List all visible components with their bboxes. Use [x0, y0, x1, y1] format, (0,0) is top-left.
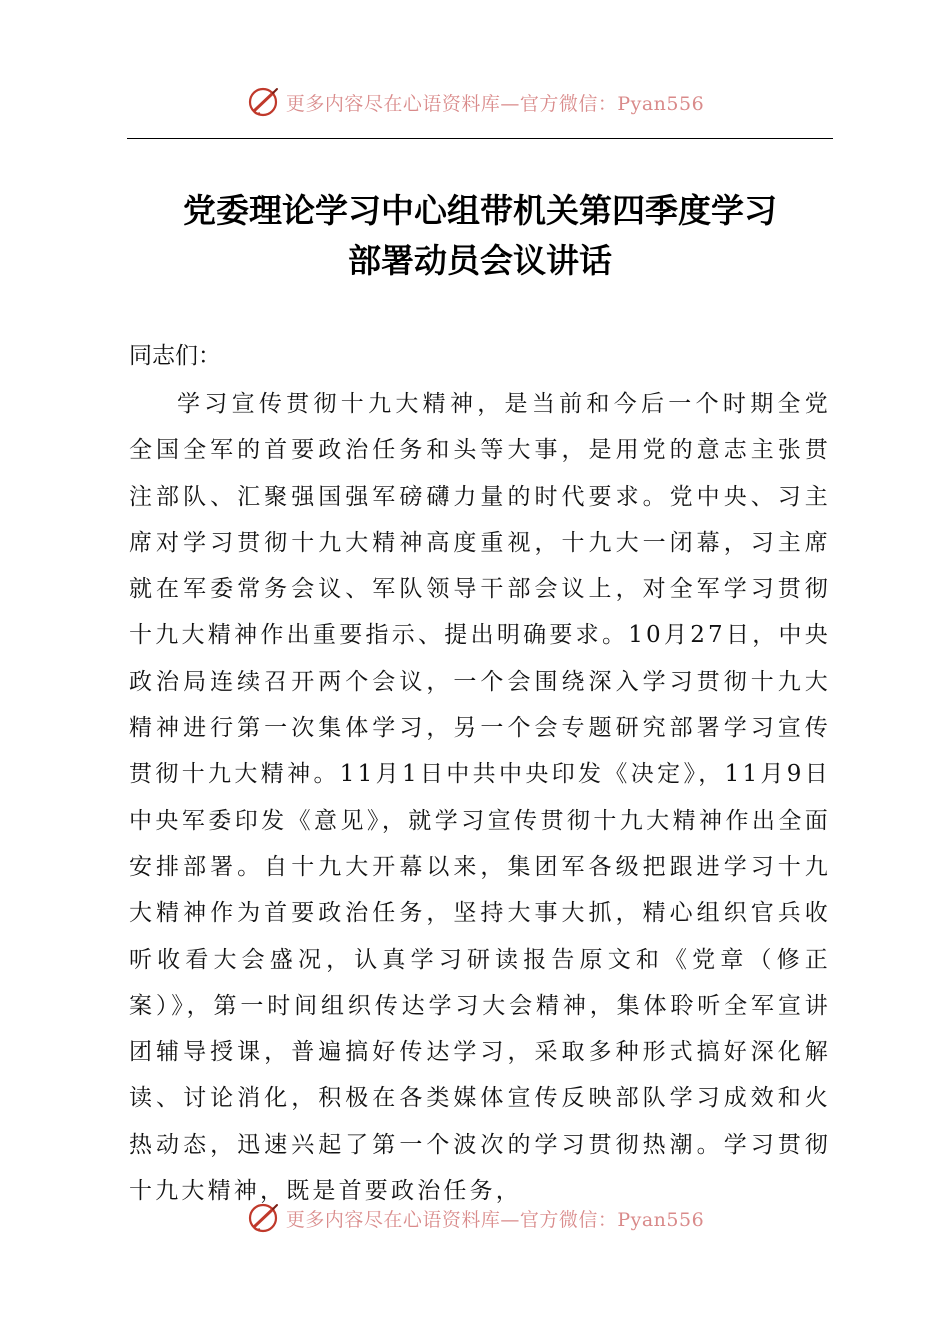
body-paragraph: 学习宣传贯彻十九大精神，是当前和今后一个时期全党全国全军的首要政治任务和头等大事，是用党的意志主张贯注部队、汇聚强国强军磅礴力量的时代要求。党中央、习主席对学习贯彻十九大精神高度重视，十九大一闭幕，习主席就在军委常务会议、军队领导干部会议上，对全军学习贯彻十九大精神作出重要指示、提出明确要求。10月27日，中央政治局连续召开两个会议，一个会围绕深入学习贯彻十九大精神进行第一次集体学习，另一个会专题研究部署学习宣传贯彻十九大精神。11月1日中共中央印发《决定》，11月9日中央军委印发《意见》，就学习宣传贯彻十九大精神作出全面安排部署。自十九大开幕以来，集团军各级把跟进学习十九大精神作为首要政治任务，坚持大事大抓，精心组织官兵收听收看大会盛况，认真学习研读报告原文和《党章（修正案）》，第一时间组织传达学习大会精神，集体聆听全军宣讲团辅导授课，普遍搞好传达学习，采取多种形式搞好深化解读、讨论消化，积极在各类媒体宣传反映部队学习成效和火热动态，迅速兴起了第一个波次的学习贯彻热潮。学习贯彻十九大精神，既是首要政治任务，: [129, 391, 831, 1205]
footer-banner: [0, 1198, 950, 1238]
title-line-2: 部署动员会议讲话: [348, 241, 612, 280]
banner-text: 更多内容尽在心语资料库—官方微信：Pyan556: [285, 92, 705, 115]
salutation: 同志们：: [129, 343, 221, 369]
document-title: [127, 186, 833, 286]
header-banner: [0, 82, 950, 122]
banner-text: 更多内容尽在心语资料库—官方微信：Pyan556: [285, 1208, 705, 1231]
title-line-1: 党委理论学习中心组带机关第四季度学习: [183, 191, 777, 230]
header-divider: [127, 138, 833, 139]
brush-logo-icon: [246, 1200, 282, 1236]
brush-logo-icon: [246, 84, 282, 120]
